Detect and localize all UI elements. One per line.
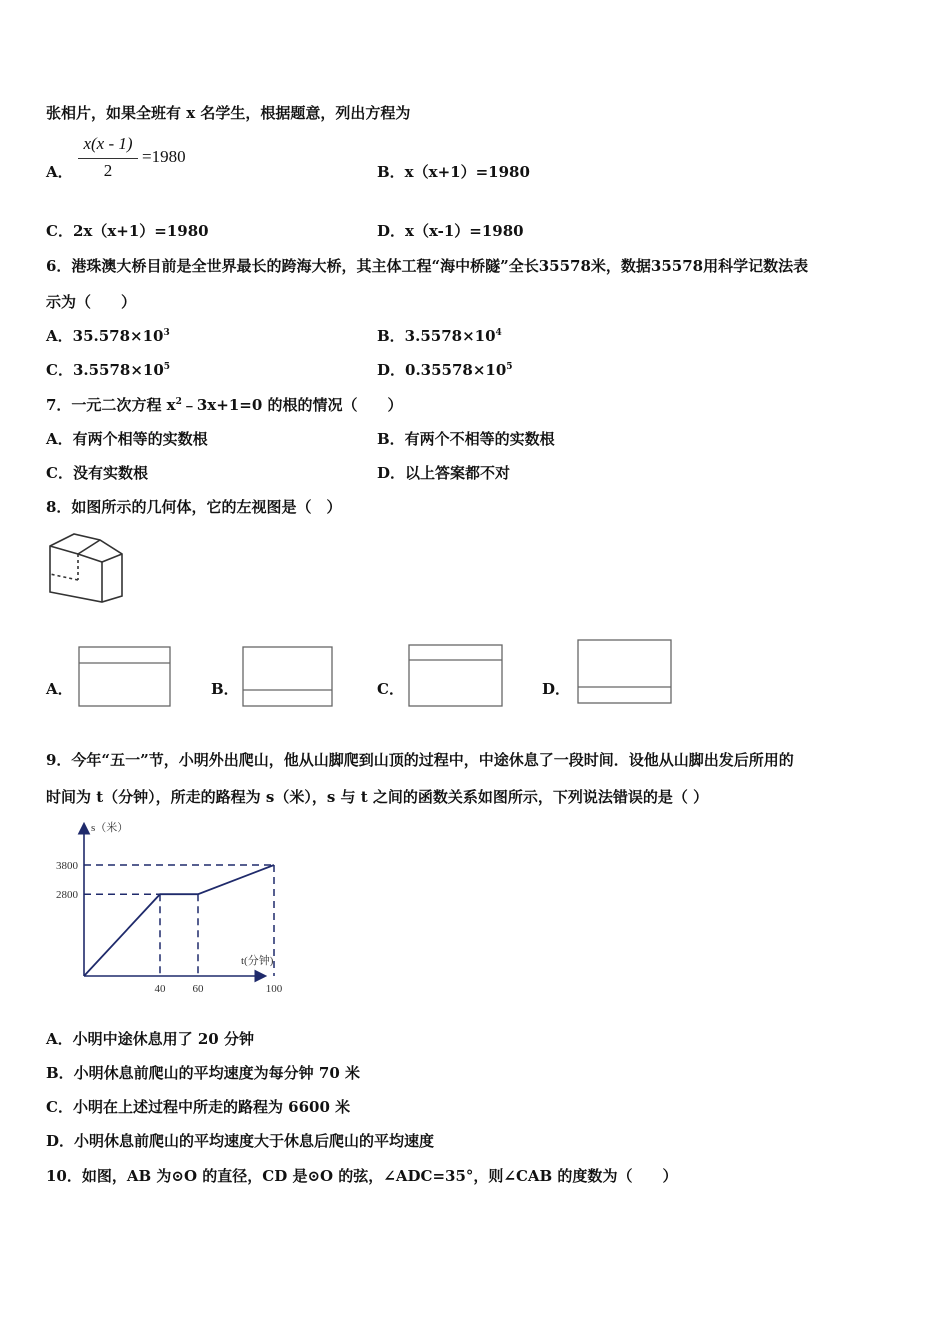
view-outline bbox=[409, 645, 502, 706]
x-axis-label: t(分钟) bbox=[241, 955, 274, 967]
q7-stem-b: ﹣3x+1=0 的根的情况（ ） bbox=[181, 396, 403, 414]
q10-stem: 10．如图，AB 为⊙O 的直径，CD 是⊙O 的弦，∠ADC=35°，则∠CAB 的度数为（ ） bbox=[46, 1167, 678, 1185]
q8-option-c-figure bbox=[408, 644, 504, 708]
q6-option-b bbox=[377, 325, 502, 346]
x-tick-label-100: 100 bbox=[265, 983, 283, 995]
view-outline bbox=[243, 647, 332, 706]
q6-option-c-base: C．3.5578×10 bbox=[46, 361, 164, 379]
q7-option-c: C．没有实数根 bbox=[46, 464, 148, 482]
q8-option-b-label: B． bbox=[211, 680, 239, 698]
q9-option-d: D．小明休息前爬山的平均速度大于休息后爬山的平均速度 bbox=[46, 1132, 435, 1150]
y-tick-label-3800: 3800 bbox=[56, 860, 78, 872]
q6-option-a-exp: 3 bbox=[163, 328, 170, 338]
q6-stem-line2: 示为（ ） bbox=[46, 293, 137, 311]
solid-hidden-edge-2 bbox=[50, 574, 78, 580]
q7-stem-a: 7．一元二次方程 x bbox=[46, 396, 176, 414]
q8-option-a-figure bbox=[78, 646, 172, 708]
x-tick-label-40: 40 bbox=[154, 983, 166, 995]
q6-option-c-exp: 5 bbox=[163, 362, 171, 372]
view-outline bbox=[578, 640, 671, 703]
question-5-stem-tail: 张相片，如果全班有 x 名学生，根据题意，列出方程为 bbox=[46, 104, 411, 122]
q7-stem bbox=[46, 394, 403, 415]
q7-stem-exp: 2 bbox=[175, 397, 182, 407]
fraction-rhs: =1980 bbox=[142, 147, 186, 166]
q8-option-d-label: D． bbox=[542, 680, 571, 698]
view-outline bbox=[79, 647, 170, 706]
q9-option-b: B．小明休息前爬山的平均速度为每分钟 70 米 bbox=[46, 1064, 360, 1082]
q5-option-d: D．x（x-1）=1980 bbox=[377, 222, 524, 240]
fraction-numerator: x(x - 1) bbox=[83, 134, 133, 153]
x-tick-label-60: 60 bbox=[192, 983, 204, 995]
q8-stem: 8．如图所示的几何体，它的左视图是（ ） bbox=[46, 498, 342, 516]
y-axis-label: s（米） bbox=[91, 822, 129, 834]
q5-option-c: C．2x（x+1）=1980 bbox=[46, 222, 209, 240]
q9-option-c: C．小明在上述过程中所走的路程为 6600 米 bbox=[46, 1098, 351, 1116]
q8-option-c-label: C． bbox=[377, 680, 404, 698]
q8-solid-figure bbox=[44, 530, 130, 608]
q6-stem-line1: 6．港珠澳大桥目前是全世界最长的跨海大桥，其主体工程“海中桥隧”全长35578米，数据35578用科学记数法表 bbox=[46, 257, 809, 275]
fraction-bar bbox=[78, 158, 138, 159]
solid-outline bbox=[50, 534, 122, 602]
q6-option-d bbox=[377, 359, 513, 380]
q9-distance-time-chart bbox=[40, 815, 290, 1000]
q9-option-a: A．小明中途休息用了 20 分钟 bbox=[46, 1030, 254, 1048]
q8-option-b-figure bbox=[242, 646, 334, 708]
q6-option-a-base: A．35.578×10 bbox=[46, 327, 164, 345]
q9-stem-line2: 时间为 t（分钟），所走的路程为 s（米），s 与 t 之间的函数关系如图所示，下列说法错误的是（ ） bbox=[46, 788, 709, 806]
y-tick-label-2800: 2800 bbox=[56, 889, 78, 902]
q6-option-d-exp: 5 bbox=[506, 362, 513, 372]
q7-option-a: A．有两个相等的实数根 bbox=[46, 430, 208, 448]
fraction-denominator: 2 bbox=[103, 161, 113, 180]
q5-option-a-label: A． bbox=[46, 163, 73, 181]
q8-option-a-label: A． bbox=[46, 680, 73, 698]
solid-top-edge-2 bbox=[78, 554, 122, 562]
q7-option-d: D．以上答案都不对 bbox=[377, 464, 511, 482]
q6-option-b-base: B．3.5578×10 bbox=[377, 327, 496, 345]
q7-option-b: B．有两个不相等的实数根 bbox=[377, 430, 555, 448]
q8-option-d-figure bbox=[577, 639, 673, 705]
q6-option-c bbox=[46, 359, 170, 380]
q6-option-d-base: D．0.35578×10 bbox=[377, 361, 507, 379]
q5-option-b: B．x（x+1）=1980 bbox=[377, 163, 530, 181]
q6-option-a bbox=[46, 325, 170, 346]
q9-stem-line1: 9．今年“五一”节，小明外出爬山，他从山脚爬到山顶的过程中，中途休息了一段时间．设他从山脚出发后所用的 bbox=[46, 751, 794, 769]
q6-option-b-exp: 4 bbox=[495, 328, 502, 338]
